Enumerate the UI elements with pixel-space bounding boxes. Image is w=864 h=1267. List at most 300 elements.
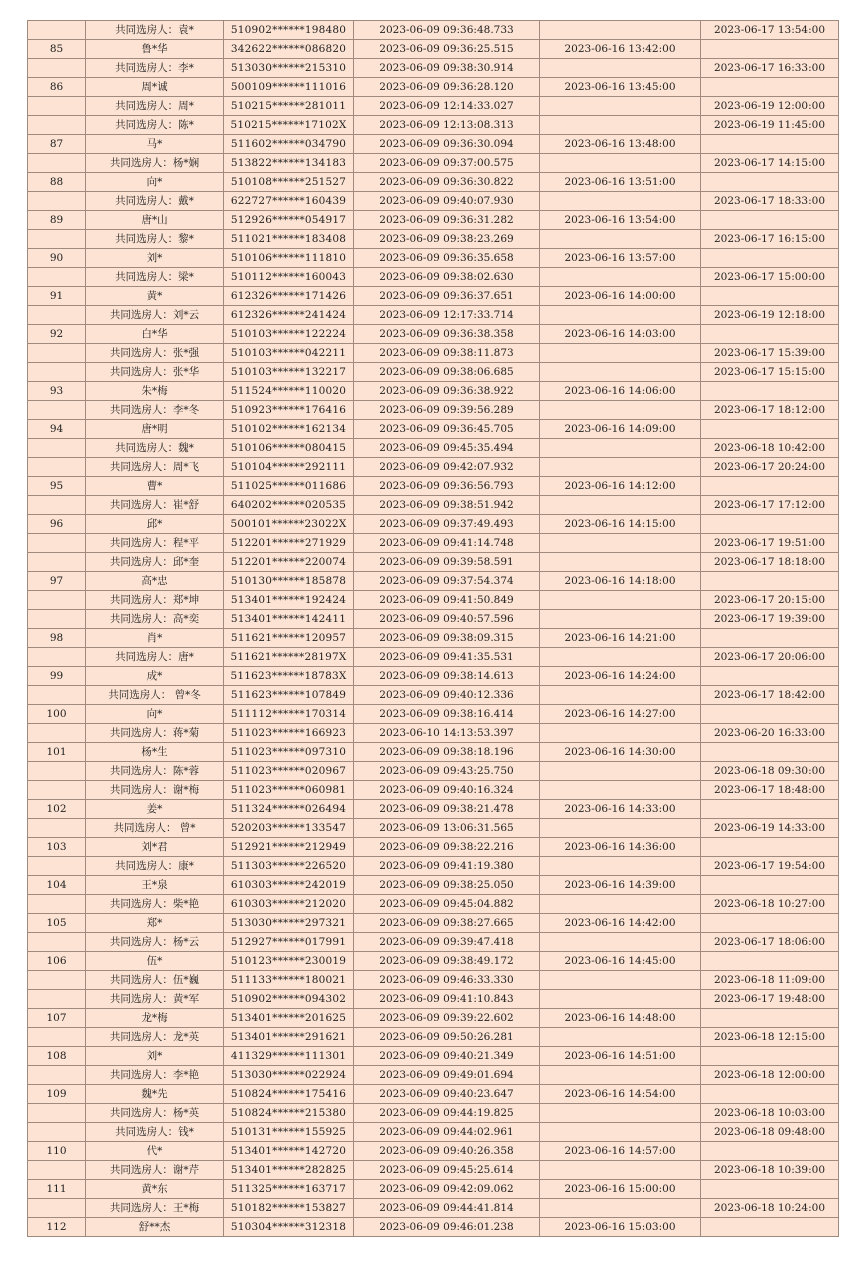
id-number-cell: 612326******171426	[224, 287, 354, 306]
name-cell: 共同选房人：伍*巍	[86, 971, 224, 990]
register-time-cell: 2023-06-09 09:42:07.932	[354, 458, 540, 477]
co-select-time-cell: 2023-06-17 19:39:00	[701, 610, 839, 629]
primary-select-time-cell: 2023-06-16 14:06:00	[540, 382, 701, 401]
register-time-cell: 2023-06-09 09:39:56.289	[354, 401, 540, 420]
id-number-cell: 513401******142411	[224, 610, 354, 629]
primary-select-time-cell: 2023-06-16 15:03:00	[540, 1218, 701, 1237]
id-number-cell: 511623******18783X	[224, 667, 354, 686]
id-number-cell: 511023******097310	[224, 743, 354, 762]
table-row	[28, 1009, 839, 1028]
register-time-cell: 2023-06-09 09:38:02.630	[354, 268, 540, 287]
id-number-cell: 510103******132217	[224, 363, 354, 382]
primary-select-time-cell	[540, 534, 701, 553]
table-row	[28, 154, 839, 173]
table-row	[28, 173, 839, 192]
primary-select-time-cell	[540, 591, 701, 610]
register-time-cell: 2023-06-09 09:43:25.750	[354, 762, 540, 781]
register-time-cell: 2023-06-09 09:40:07.930	[354, 192, 540, 211]
primary-select-time-cell: 2023-06-16 13:48:00	[540, 135, 701, 154]
primary-select-time-cell: 2023-06-16 14:45:00	[540, 952, 701, 971]
primary-select-time-cell	[540, 1104, 701, 1123]
table-row	[28, 230, 839, 249]
name-cell: 共同选房人：袁*	[86, 21, 224, 40]
register-time-cell: 2023-06-09 09:45:04.882	[354, 895, 540, 914]
id-number-cell: 511325******163717	[224, 1180, 354, 1199]
primary-select-time-cell: 2023-06-16 14:57:00	[540, 1142, 701, 1161]
co-select-time-cell	[701, 173, 839, 192]
id-number-cell: 512201******271929	[224, 534, 354, 553]
id-number-cell: 513030******297321	[224, 914, 354, 933]
register-time-cell: 2023-06-09 09:38:06.685	[354, 363, 540, 382]
name-cell: 刘*	[86, 249, 224, 268]
co-select-time-cell: 2023-06-17 20:06:00	[701, 648, 839, 667]
primary-select-time-cell: 2023-06-16 14:51:00	[540, 1047, 701, 1066]
primary-select-time-cell	[540, 762, 701, 781]
register-time-cell: 2023-06-09 09:45:35.494	[354, 439, 540, 458]
register-time-cell: 2023-06-09 09:42:09.062	[354, 1180, 540, 1199]
primary-select-time-cell	[540, 648, 701, 667]
table-row	[28, 1028, 839, 1047]
register-time-cell: 2023-06-09 09:38:23.269	[354, 230, 540, 249]
id-number-cell: 511324******026494	[224, 800, 354, 819]
seq-cell: 105	[28, 914, 86, 933]
register-time-cell: 2023-06-09 09:38:25.050	[354, 876, 540, 895]
name-cell: 黄*	[86, 287, 224, 306]
name-cell: 共同选房人：杨*云	[86, 933, 224, 952]
id-number-cell: 511621******120957	[224, 629, 354, 648]
primary-select-time-cell	[540, 59, 701, 78]
id-number-cell: 512921******212949	[224, 838, 354, 857]
table-row	[28, 1180, 839, 1199]
register-time-cell: 2023-06-09 09:41:35.531	[354, 648, 540, 667]
name-cell: 唐*山	[86, 211, 224, 230]
register-time-cell: 2023-06-09 09:36:48.733	[354, 21, 540, 40]
register-time-cell: 2023-06-10 14:13:53.397	[354, 724, 540, 743]
id-number-cell: 511021******183408	[224, 230, 354, 249]
primary-select-time-cell: 2023-06-16 14:36:00	[540, 838, 701, 857]
name-cell: 共同选房人：周*飞	[86, 458, 224, 477]
name-cell: 唐*明	[86, 420, 224, 439]
seq-cell	[28, 781, 86, 800]
seq-cell	[28, 59, 86, 78]
id-number-cell: 500101******23022X	[224, 515, 354, 534]
id-number-cell: 511023******060981	[224, 781, 354, 800]
name-cell: 共同选房人：黄*军	[86, 990, 224, 1009]
primary-select-time-cell	[540, 686, 701, 705]
register-time-cell: 2023-06-09 09:38:49.172	[354, 952, 540, 971]
primary-select-time-cell	[540, 1199, 701, 1218]
id-number-cell: 612326******241424	[224, 306, 354, 325]
primary-select-time-cell	[540, 97, 701, 116]
table-row	[28, 1123, 839, 1142]
id-number-cell: 511112******170314	[224, 705, 354, 724]
register-time-cell: 2023-06-09 09:36:30.094	[354, 135, 540, 154]
register-time-cell: 2023-06-09 12:13:08.313	[354, 116, 540, 135]
name-cell: 龙*梅	[86, 1009, 224, 1028]
name-cell: 共同选房人：崔*舒	[86, 496, 224, 515]
seq-cell	[28, 458, 86, 477]
name-cell: 邱*	[86, 515, 224, 534]
seq-cell	[28, 344, 86, 363]
register-time-cell: 2023-06-09 09:36:35.658	[354, 249, 540, 268]
co-select-time-cell	[701, 382, 839, 401]
seq-cell	[28, 1161, 86, 1180]
register-time-cell: 2023-06-09 09:36:28.120	[354, 78, 540, 97]
co-select-time-cell: 2023-06-19 14:33:00	[701, 819, 839, 838]
name-cell: 刘*君	[86, 838, 224, 857]
co-select-time-cell	[701, 78, 839, 97]
co-select-time-cell: 2023-06-18 12:00:00	[701, 1066, 839, 1085]
name-cell: 共同选房人： 曾*冬	[86, 686, 224, 705]
seq-cell: 103	[28, 838, 86, 857]
register-time-cell: 2023-06-09 09:38:51.942	[354, 496, 540, 515]
register-time-cell: 2023-06-09 09:38:30.914	[354, 59, 540, 78]
housing-selection-table	[27, 20, 839, 1237]
table-row	[28, 249, 839, 268]
co-select-time-cell: 2023-06-17 16:15:00	[701, 230, 839, 249]
seq-cell: 99	[28, 667, 86, 686]
co-select-time-cell	[701, 800, 839, 819]
name-cell: 共同选房人： 曾*	[86, 819, 224, 838]
table-row	[28, 667, 839, 686]
seq-cell: 104	[28, 876, 86, 895]
co-select-time-cell: 2023-06-17 20:24:00	[701, 458, 839, 477]
table-row	[28, 116, 839, 135]
primary-select-time-cell	[540, 933, 701, 952]
name-cell: 共同选房人：杨*娴	[86, 154, 224, 173]
register-time-cell: 2023-06-09 09:39:58.591	[354, 553, 540, 572]
seq-cell	[28, 496, 86, 515]
id-number-cell: 513401******201625	[224, 1009, 354, 1028]
co-select-time-cell	[701, 1009, 839, 1028]
seq-cell	[28, 686, 86, 705]
co-select-time-cell: 2023-06-18 10:03:00	[701, 1104, 839, 1123]
name-cell: 舒**杰	[86, 1218, 224, 1237]
name-cell: 共同选房人：刘*云	[86, 306, 224, 325]
primary-select-time-cell	[540, 610, 701, 629]
name-cell: 共同选房人：李*	[86, 59, 224, 78]
register-time-cell: 2023-06-09 09:38:16.414	[354, 705, 540, 724]
name-cell: 共同选房人：谢*芹	[86, 1161, 224, 1180]
primary-select-time-cell	[540, 1028, 701, 1047]
seq-cell: 111	[28, 1180, 86, 1199]
primary-select-time-cell	[540, 458, 701, 477]
table-row	[28, 458, 839, 477]
table-row	[28, 781, 839, 800]
table-row	[28, 59, 839, 78]
co-select-time-cell	[701, 325, 839, 344]
id-number-cell: 510103******122224	[224, 325, 354, 344]
co-select-time-cell: 2023-06-17 18:18:00	[701, 553, 839, 572]
register-time-cell: 2023-06-09 12:17:33.714	[354, 306, 540, 325]
name-cell: 黄*东	[86, 1180, 224, 1199]
table-row	[28, 762, 839, 781]
register-time-cell: 2023-06-09 09:36:31.282	[354, 211, 540, 230]
name-cell: 姜*	[86, 800, 224, 819]
name-cell: 共同选房人：王*梅	[86, 1199, 224, 1218]
table-row	[28, 306, 839, 325]
register-time-cell: 2023-06-09 09:36:25.515	[354, 40, 540, 59]
name-cell: 共同选房人：戴*	[86, 192, 224, 211]
co-select-time-cell: 2023-06-20 16:33:00	[701, 724, 839, 743]
table-row	[28, 344, 839, 363]
id-number-cell: 510106******080415	[224, 439, 354, 458]
primary-select-time-cell	[540, 781, 701, 800]
table-row	[28, 800, 839, 819]
register-time-cell: 2023-06-09 09:40:23.647	[354, 1085, 540, 1104]
register-time-cell: 2023-06-09 09:41:50.849	[354, 591, 540, 610]
table-row	[28, 40, 839, 59]
name-cell: 共同选房人：李*冬	[86, 401, 224, 420]
id-number-cell: 520203******133547	[224, 819, 354, 838]
id-number-cell: 512926******054917	[224, 211, 354, 230]
primary-select-time-cell	[540, 724, 701, 743]
seq-cell: 91	[28, 287, 86, 306]
id-number-cell: 511303******226520	[224, 857, 354, 876]
seq-cell	[28, 116, 86, 135]
id-number-cell: 512201******220074	[224, 553, 354, 572]
id-number-cell: 500109******111016	[224, 78, 354, 97]
co-select-time-cell	[701, 1142, 839, 1161]
id-number-cell: 511023******020967	[224, 762, 354, 781]
primary-select-time-cell	[540, 819, 701, 838]
id-number-cell: 510108******251527	[224, 173, 354, 192]
seq-cell	[28, 363, 86, 382]
table-row	[28, 610, 839, 629]
id-number-cell: 510103******042211	[224, 344, 354, 363]
id-number-cell: 411329******111301	[224, 1047, 354, 1066]
primary-select-time-cell	[540, 116, 701, 135]
primary-select-time-cell	[540, 857, 701, 876]
seq-cell	[28, 97, 86, 116]
primary-select-time-cell	[540, 363, 701, 382]
primary-select-time-cell: 2023-06-16 14:00:00	[540, 287, 701, 306]
table-row	[28, 743, 839, 762]
co-select-time-cell: 2023-06-18 10:27:00	[701, 895, 839, 914]
seq-cell: 92	[28, 325, 86, 344]
id-number-cell: 510182******153827	[224, 1199, 354, 1218]
co-select-time-cell: 2023-06-17 15:39:00	[701, 344, 839, 363]
seq-cell: 95	[28, 477, 86, 496]
name-cell: 杨*生	[86, 743, 224, 762]
primary-select-time-cell	[540, 192, 701, 211]
register-time-cell: 2023-06-09 09:38:09.315	[354, 629, 540, 648]
co-select-time-cell: 2023-06-18 09:48:00	[701, 1123, 839, 1142]
name-cell: 周*诚	[86, 78, 224, 97]
id-number-cell: 510104******292111	[224, 458, 354, 477]
table-row	[28, 515, 839, 534]
id-number-cell: 513822******134183	[224, 154, 354, 173]
id-number-cell: 510123******230019	[224, 952, 354, 971]
primary-select-time-cell	[540, 1066, 701, 1085]
co-select-time-cell	[701, 1218, 839, 1237]
table-row	[28, 895, 839, 914]
primary-select-time-cell	[540, 21, 701, 40]
name-cell: 共同选房人：陈*蓉	[86, 762, 224, 781]
id-number-cell: 510102******162134	[224, 420, 354, 439]
table-row	[28, 572, 839, 591]
seq-cell	[28, 534, 86, 553]
id-number-cell: 512927******017991	[224, 933, 354, 952]
primary-select-time-cell: 2023-06-16 13:57:00	[540, 249, 701, 268]
primary-select-time-cell	[540, 1123, 701, 1142]
co-select-time-cell: 2023-06-17 15:15:00	[701, 363, 839, 382]
register-time-cell: 2023-06-09 09:39:47.418	[354, 933, 540, 952]
table-row	[28, 952, 839, 971]
table-row	[28, 21, 839, 40]
primary-select-time-cell: 2023-06-16 14:24:00	[540, 667, 701, 686]
name-cell: 共同选房人：张*强	[86, 344, 224, 363]
co-select-time-cell	[701, 211, 839, 230]
register-time-cell: 2023-06-09 09:50:26.281	[354, 1028, 540, 1047]
seq-cell: 90	[28, 249, 86, 268]
co-select-time-cell: 2023-06-17 18:48:00	[701, 781, 839, 800]
seq-cell: 93	[28, 382, 86, 401]
table-row	[28, 914, 839, 933]
table-row	[28, 287, 839, 306]
register-time-cell: 2023-06-09 09:39:22.602	[354, 1009, 540, 1028]
name-cell: 曹*	[86, 477, 224, 496]
co-select-time-cell: 2023-06-18 10:24:00	[701, 1199, 839, 1218]
co-select-time-cell	[701, 914, 839, 933]
register-time-cell: 2023-06-09 09:41:19.380	[354, 857, 540, 876]
name-cell: 共同选房人：程*平	[86, 534, 224, 553]
id-number-cell: 622727******160439	[224, 192, 354, 211]
id-number-cell: 510106******111810	[224, 249, 354, 268]
name-cell: 向*	[86, 705, 224, 724]
seq-cell	[28, 439, 86, 458]
primary-select-time-cell: 2023-06-16 14:21:00	[540, 629, 701, 648]
seq-cell: 87	[28, 135, 86, 154]
primary-select-time-cell: 2023-06-16 14:12:00	[540, 477, 701, 496]
primary-select-time-cell	[540, 401, 701, 420]
id-number-cell: 513030******215310	[224, 59, 354, 78]
name-cell: 共同选房人：唐*	[86, 648, 224, 667]
co-select-time-cell: 2023-06-19 11:45:00	[701, 116, 839, 135]
name-cell: 共同选房人：杨*英	[86, 1104, 224, 1123]
seq-cell	[28, 553, 86, 572]
name-cell: 肖*	[86, 629, 224, 648]
register-time-cell: 2023-06-09 09:40:57.596	[354, 610, 540, 629]
register-time-cell: 2023-06-09 09:41:14.748	[354, 534, 540, 553]
table-row	[28, 268, 839, 287]
id-number-cell: 640202******020535	[224, 496, 354, 515]
seq-cell: 96	[28, 515, 86, 534]
primary-select-time-cell: 2023-06-16 14:54:00	[540, 1085, 701, 1104]
co-select-time-cell	[701, 287, 839, 306]
co-select-time-cell: 2023-06-18 12:15:00	[701, 1028, 839, 1047]
co-select-time-cell: 2023-06-17 17:12:00	[701, 496, 839, 515]
register-time-cell: 2023-06-09 09:44:41.814	[354, 1199, 540, 1218]
register-time-cell: 2023-06-09 09:36:30.822	[354, 173, 540, 192]
name-cell: 向*	[86, 173, 224, 192]
name-cell: 共同选房人：康*	[86, 857, 224, 876]
register-time-cell: 2023-06-09 09:44:19.825	[354, 1104, 540, 1123]
table-row	[28, 876, 839, 895]
seq-cell: 109	[28, 1085, 86, 1104]
primary-select-time-cell	[540, 895, 701, 914]
seq-cell	[28, 648, 86, 667]
seq-cell	[28, 230, 86, 249]
table-row	[28, 1199, 839, 1218]
id-number-cell: 510902******094302	[224, 990, 354, 1009]
co-select-time-cell: 2023-06-18 10:42:00	[701, 439, 839, 458]
seq-cell	[28, 1104, 86, 1123]
table-row	[28, 686, 839, 705]
primary-select-time-cell: 2023-06-16 14:15:00	[540, 515, 701, 534]
name-cell: 共同选房人：龙*英	[86, 1028, 224, 1047]
co-select-time-cell	[701, 705, 839, 724]
seq-cell: 98	[28, 629, 86, 648]
name-cell: 共同选房人：蒋*菊	[86, 724, 224, 743]
register-time-cell: 2023-06-09 09:46:01.238	[354, 1218, 540, 1237]
register-time-cell: 2023-06-09 09:37:49.493	[354, 515, 540, 534]
seq-cell: 101	[28, 743, 86, 762]
table-row	[28, 933, 839, 952]
co-select-time-cell	[701, 1180, 839, 1199]
co-select-time-cell: 2023-06-17 19:51:00	[701, 534, 839, 553]
primary-select-time-cell	[540, 268, 701, 287]
seq-cell	[28, 401, 86, 420]
co-select-time-cell: 2023-06-17 14:15:00	[701, 154, 839, 173]
seq-cell	[28, 1028, 86, 1047]
name-cell: 鲁*华	[86, 40, 224, 59]
co-select-time-cell: 2023-06-17 18:12:00	[701, 401, 839, 420]
co-select-time-cell: 2023-06-17 18:42:00	[701, 686, 839, 705]
table-row	[28, 1047, 839, 1066]
register-time-cell: 2023-06-09 12:14:33.027	[354, 97, 540, 116]
table-row	[28, 971, 839, 990]
primary-select-time-cell: 2023-06-16 14:48:00	[540, 1009, 701, 1028]
register-time-cell: 2023-06-09 09:38:14.613	[354, 667, 540, 686]
table-row	[28, 1161, 839, 1180]
seq-cell	[28, 933, 86, 952]
seq-cell: 100	[28, 705, 86, 724]
seq-cell: 112	[28, 1218, 86, 1237]
co-select-time-cell	[701, 876, 839, 895]
primary-select-time-cell	[540, 230, 701, 249]
table-row	[28, 705, 839, 724]
co-select-time-cell	[701, 743, 839, 762]
co-select-time-cell: 2023-06-17 20:15:00	[701, 591, 839, 610]
primary-select-time-cell: 2023-06-16 13:54:00	[540, 211, 701, 230]
co-select-time-cell: 2023-06-19 12:00:00	[701, 97, 839, 116]
co-select-time-cell	[701, 572, 839, 591]
table-row	[28, 838, 839, 857]
id-number-cell: 511025******011686	[224, 477, 354, 496]
register-time-cell: 2023-06-09 09:37:54.374	[354, 572, 540, 591]
id-number-cell: 511133******180021	[224, 971, 354, 990]
table-row	[28, 1218, 839, 1237]
primary-select-time-cell: 2023-06-16 14:27:00	[540, 705, 701, 724]
register-time-cell: 2023-06-09 09:44:02.961	[354, 1123, 540, 1142]
id-number-cell: 510824******175416	[224, 1085, 354, 1104]
register-time-cell: 2023-06-09 09:36:38.922	[354, 382, 540, 401]
primary-select-time-cell	[540, 990, 701, 1009]
id-number-cell: 510131******155925	[224, 1123, 354, 1142]
table-row	[28, 401, 839, 420]
id-number-cell: 510130******185878	[224, 572, 354, 591]
seq-cell: 97	[28, 572, 86, 591]
seq-cell	[28, 154, 86, 173]
name-cell: 共同选房人：陈*	[86, 116, 224, 135]
name-cell: 代*	[86, 1142, 224, 1161]
register-time-cell: 2023-06-09 09:38:27.665	[354, 914, 540, 933]
co-select-time-cell: 2023-06-19 12:18:00	[701, 306, 839, 325]
seq-cell	[28, 610, 86, 629]
register-time-cell: 2023-06-09 09:46:33.330	[354, 971, 540, 990]
co-select-time-cell	[701, 420, 839, 439]
